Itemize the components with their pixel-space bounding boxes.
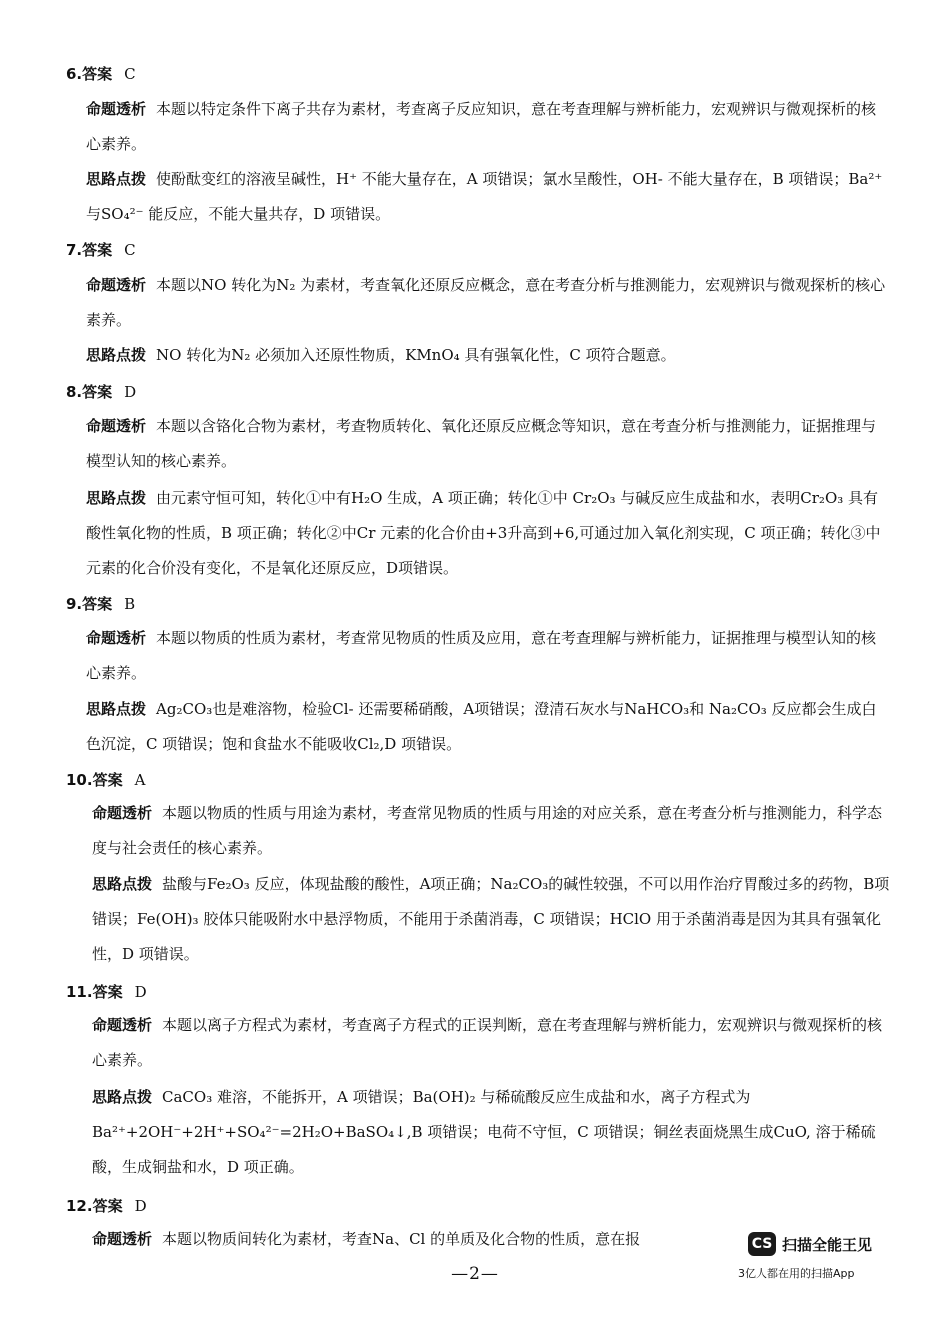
page-number: —2— — [451, 1264, 499, 1284]
answer-heading-11 — [66, 982, 147, 1002]
answer-letter: D — [134, 983, 147, 1001]
analysis-text: 本题以物质的性质为素材，考查常见物质的性质及应用，意在考查理解与辨析能力，证据推理与模型认知的核心素养。 — [86, 629, 877, 682]
watermark-brand: 扫描全能王见 — [782, 1236, 873, 1254]
analysis-text: 本题以特定条件下离子共存为素材，考查离子反应知识，意在考查理解与辨析能力，宏观辨识与微观探析的核心素养。 — [86, 100, 877, 153]
hint-label: 思路点拨 — [86, 170, 147, 188]
answer-heading-6 — [66, 64, 136, 84]
answer-heading-7 — [66, 240, 136, 260]
analysis-text: 本题以NO 转化为N₂ 为素材，考查氧化还原反应概念，意在考查分析与推测能力，宏观辨识与微观探析的核心素养。 — [86, 276, 886, 329]
answer-letter: A — [134, 771, 146, 789]
analysis-text: 本题以物质间转化为素材，考查Na、Cl 的单质及化合物的性质，意在报 — [162, 1230, 641, 1248]
hint-label: 思路点拨 — [86, 489, 147, 507]
analysis-label: 命题透析 — [86, 100, 147, 118]
answer-heading-12 — [66, 1196, 147, 1216]
answer-heading-9 — [66, 594, 135, 614]
hint-text: 使酚酞变红的溶液呈碱性，H⁺ 不能大量存在，A 项错误；氯水呈酸性，OH- 不能大量存在，B 项错误；Ba²⁺与SO₄²⁻ 能反应，不能大量共存，D 项错误。 — [86, 170, 883, 223]
question-number: 11.答案 — [66, 983, 123, 1001]
hint-paragraph-10 — [92, 867, 892, 972]
hint-paragraph-7 — [86, 338, 886, 373]
answer-letter: B — [124, 595, 136, 613]
analysis-paragraph-6 — [86, 92, 886, 162]
hint-paragraph-6 — [86, 162, 886, 232]
answer-heading-8 — [66, 382, 136, 402]
scanner-watermark — [738, 1232, 918, 1282]
analysis-label: 命题透析 — [92, 1016, 153, 1034]
hint-paragraph-8 — [86, 481, 886, 586]
analysis-paragraph-9 — [86, 621, 886, 691]
answer-heading-10 — [66, 770, 145, 790]
question-number: 9.答案 — [66, 595, 113, 613]
hint-label: 思路点拨 — [92, 1088, 153, 1106]
analysis-text: 本题以含铬化合物为素材，考查物质转化、氧化还原反应概念等知识，意在考查分析与推测能力，证据推理与模型认知的核心素养。 — [86, 417, 877, 470]
hint-text: 盐酸与Fe₂O₃ 反应，体现盐酸的酸性，A项正确；Na₂CO₃的碱性较强，不可以用作治疗胃酸过多的药物，B项错误；Fe(OH)₃ 胶体只能吸附水中悬浮物质，不能用于杀菌消毒，C 项错误；HClO 用于杀菌消毒是因为其具有强氧化性，D 项错误。 — [92, 875, 890, 963]
question-number: 10.答案 — [66, 771, 123, 789]
analysis-paragraph-8 — [86, 409, 886, 479]
hint-label: 思路点拨 — [86, 700, 147, 718]
question-number: 8.答案 — [66, 383, 113, 401]
analysis-paragraph-10 — [92, 796, 892, 866]
answer-letter: D — [124, 383, 137, 401]
analysis-text: 本题以物质的性质与用途为素材，考查常见物质的性质与用途的对应关系，意在考查分析与推测能力，科学态度与社会责任的核心素养。 — [92, 804, 883, 857]
hint-paragraph-9 — [86, 692, 886, 762]
analysis-label: 命题透析 — [86, 629, 147, 647]
question-number: 12.答案 — [66, 1197, 123, 1215]
hint-label: 思路点拨 — [92, 875, 153, 893]
analysis-paragraph-11 — [92, 1008, 892, 1078]
question-number: 6.答案 — [66, 65, 113, 83]
hint-text: 由元素守恒可知，转化①中有H₂O 生成，A 项正确；转化①中 Cr₂O₃ 与碱反应生成盐和水，表明Cr₂O₃ 具有酸性氧化物的性质，B 项正确；转化②中Cr 元素的化合价由+3升高到+6,可通过加入氧化剂实现，C 项正确；转化③中元素的化合价没有变化，不是氧化还原反应，D项错误。 — [86, 489, 881, 577]
analysis-label: 命题透析 — [92, 1230, 153, 1248]
question-number: 7.答案 — [66, 241, 113, 259]
analysis-label: 命题透析 — [92, 804, 153, 822]
watermark-tagline: 3亿人都在用的扫描App — [738, 1267, 855, 1280]
hint-label: 思路点拨 — [86, 346, 147, 364]
camscanner-logo-icon: CS — [748, 1232, 776, 1256]
hint-text: CaCO₃ 难溶，不能拆开，A 项错误；Ba(OH)₂ 与稀硫酸反应生成盐和水，离子方程式为 Ba²⁺+2OH⁻+2H⁺+SO₄²⁻=2H₂O+BaSO₄↓,B 项错误；电荷不守恒，C 项错误；铜丝表面烧黑生成CuO, 溶于稀硫酸，生成铜盐和水，D 项正确。 — [92, 1088, 876, 1176]
answer-letter: C — [124, 241, 136, 259]
analysis-text: 本题以离子方程式为素材，考查离子方程式的正误判断，意在考查理解与辨析能力，宏观辨识与微观探析的核心素养。 — [92, 1016, 883, 1069]
analysis-label: 命题透析 — [86, 276, 147, 294]
hint-text: NO 转化为N₂ 必须加入还原性物质，KMnO₄ 具有强氧化性，C 项符合题意。 — [156, 346, 676, 364]
analysis-paragraph-7 — [86, 268, 886, 338]
analysis-paragraph-12 — [92, 1222, 712, 1257]
analysis-label: 命题透析 — [86, 417, 147, 435]
answer-letter: C — [124, 65, 136, 83]
answer-letter: D — [134, 1197, 147, 1215]
hint-text: Ag₂CO₃也是难溶物，检验Cl- 还需要稀硝酸，A项错误；澄清石灰水与NaHCO₃和 Na₂CO₃ 反应都会生成白色沉淀，C 项错误；饱和食盐水不能吸收Cl₂,D 项错误。 — [86, 700, 877, 753]
hint-paragraph-11 — [92, 1080, 892, 1185]
